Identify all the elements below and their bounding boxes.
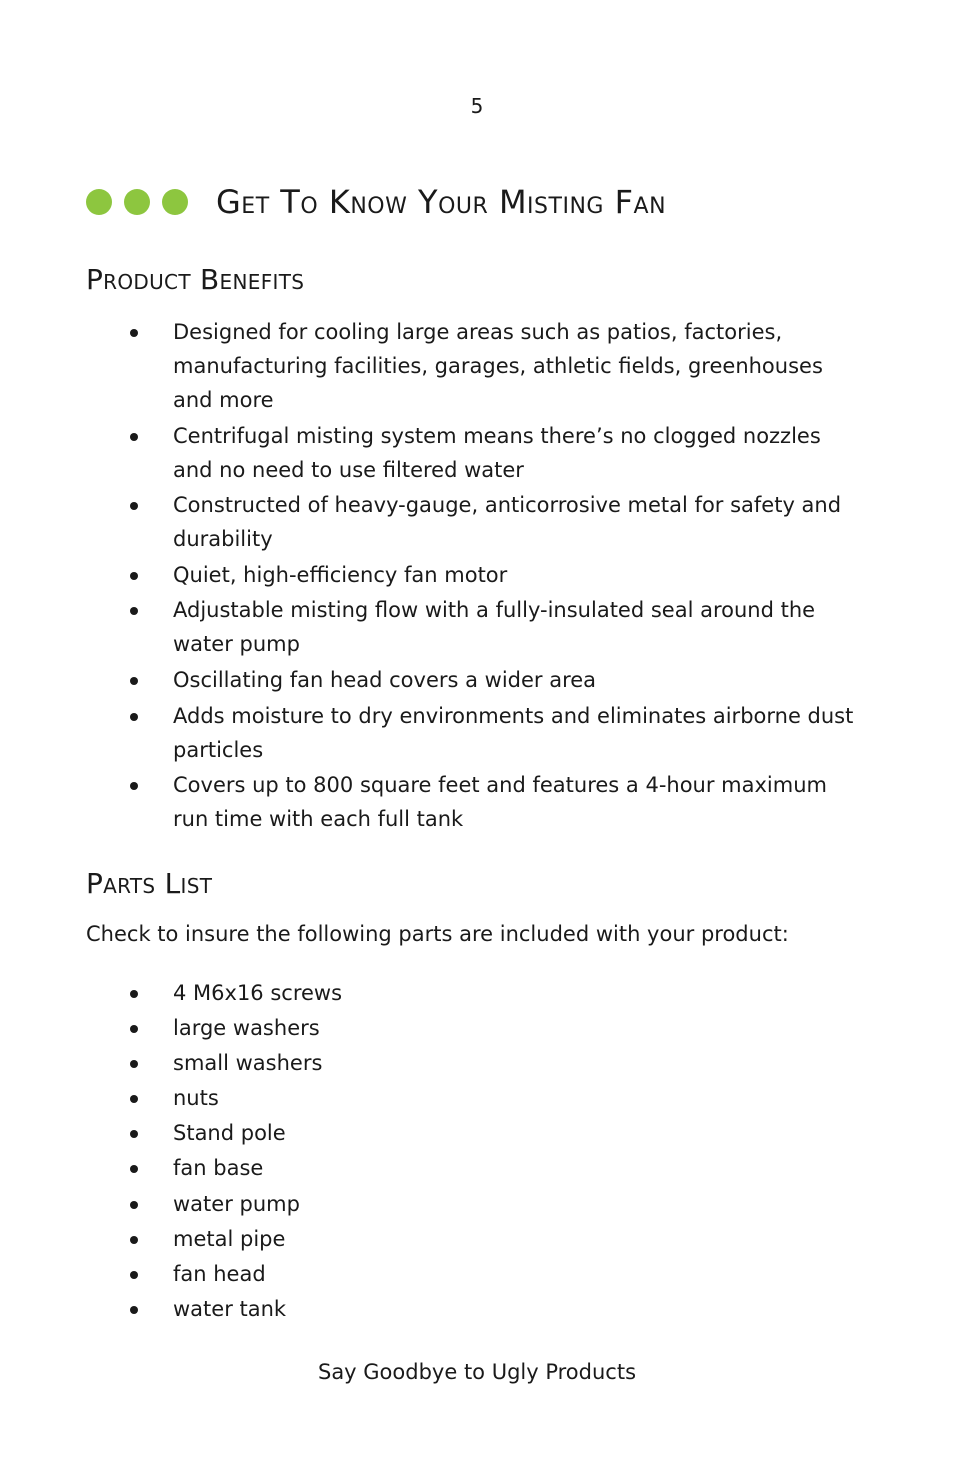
bullet-icon: [130, 1025, 138, 1033]
list-item-text: nuts: [173, 1086, 219, 1111]
page-footer: Say Goodbye to Ugly Products: [317, 1360, 637, 1384]
bullet-icon: [130, 782, 138, 790]
list-item-text: Oscillating fan head covers a wider area: [173, 667, 597, 692]
list-item: [0, 768, 954, 836]
list-item: [0, 1187, 954, 1221]
list-item-text: water pump: [173, 1191, 300, 1216]
page-title: Get To Know Your Misting Fan: [216, 183, 667, 221]
bullet-icon: [130, 1236, 138, 1244]
main-heading: [86, 178, 666, 226]
list-item-text: Constructed of heavy-gauge, anticorrosive metal for safety and durability: [173, 493, 842, 552]
list-item-text: Adjustable misting flow with a fully-insulated seal around the water pump: [173, 598, 816, 657]
bullet-icon: [130, 329, 138, 337]
bullet-icon: [130, 713, 138, 721]
list-item-text: Covers up to 800 square feet and features a 4-hour maximum run time with each full tank: [173, 773, 827, 832]
list-item: [0, 558, 954, 592]
list-item-text: Centrifugal misting system means there’s no clogged nozzles and no need to use filtered water: [173, 423, 821, 482]
list-item-text: small washers: [173, 1051, 323, 1076]
list-item-text: metal pipe: [173, 1226, 286, 1251]
list-item-text: Quiet, high-efficiency fan motor: [173, 562, 508, 587]
list-item: [0, 593, 954, 661]
list-item: [0, 976, 954, 1010]
list-item: [0, 1257, 954, 1291]
bullet-icon: [130, 433, 138, 441]
list-item-text: Adds moisture to dry environments and eliminates airborne dust particles: [173, 703, 854, 762]
green-dot-icon: [86, 189, 112, 215]
list-item: [0, 1011, 954, 1045]
bullet-icon: [130, 1165, 138, 1173]
bullet-icon: [130, 1060, 138, 1068]
list-item: [0, 1046, 954, 1080]
list-item: [0, 1081, 954, 1115]
list-item: [0, 1222, 954, 1256]
list-item-text: Stand pole: [173, 1121, 286, 1146]
page-number: 5: [470, 94, 484, 118]
parts-list: [0, 976, 954, 1327]
list-item: [0, 699, 954, 767]
bullet-icon: [130, 1201, 138, 1209]
list-item: [0, 663, 954, 697]
bullet-icon: [130, 1130, 138, 1138]
parts-list-intro: Check to insure the following parts are included with your product:: [86, 922, 789, 946]
list-item-text: fan base: [173, 1156, 264, 1181]
list-item: [0, 1151, 954, 1185]
list-item: [0, 419, 954, 487]
list-item: [0, 315, 954, 417]
list-item: [0, 488, 954, 556]
bullet-icon: [130, 1306, 138, 1314]
list-item-text: large washers: [173, 1016, 320, 1041]
list-item: [0, 1116, 954, 1150]
heading-dots: [86, 189, 188, 215]
list-item-text: Designed for cooling large areas such as patios, factories, manufacturing facilities, garages, athletic fields, greenhouses and more: [173, 320, 823, 412]
list-item-text: fan head: [173, 1261, 266, 1286]
bullet-icon: [130, 1271, 138, 1279]
bullet-icon: [130, 572, 138, 580]
green-dot-icon: [124, 189, 150, 215]
bullet-icon: [130, 677, 138, 685]
list-item: [0, 1292, 954, 1326]
parts-list-heading: Parts List: [86, 867, 213, 900]
bullet-icon: [130, 607, 138, 615]
green-dot-icon: [162, 189, 188, 215]
product-benefits-list: [0, 315, 954, 838]
list-item-text: 4 M6x16 screws: [173, 981, 343, 1005]
bullet-icon: [130, 990, 138, 998]
bullet-icon: [130, 502, 138, 510]
product-benefits-heading: Product Benefits: [86, 263, 305, 296]
list-item-text: water tank: [173, 1296, 287, 1321]
bullet-icon: [130, 1095, 138, 1103]
